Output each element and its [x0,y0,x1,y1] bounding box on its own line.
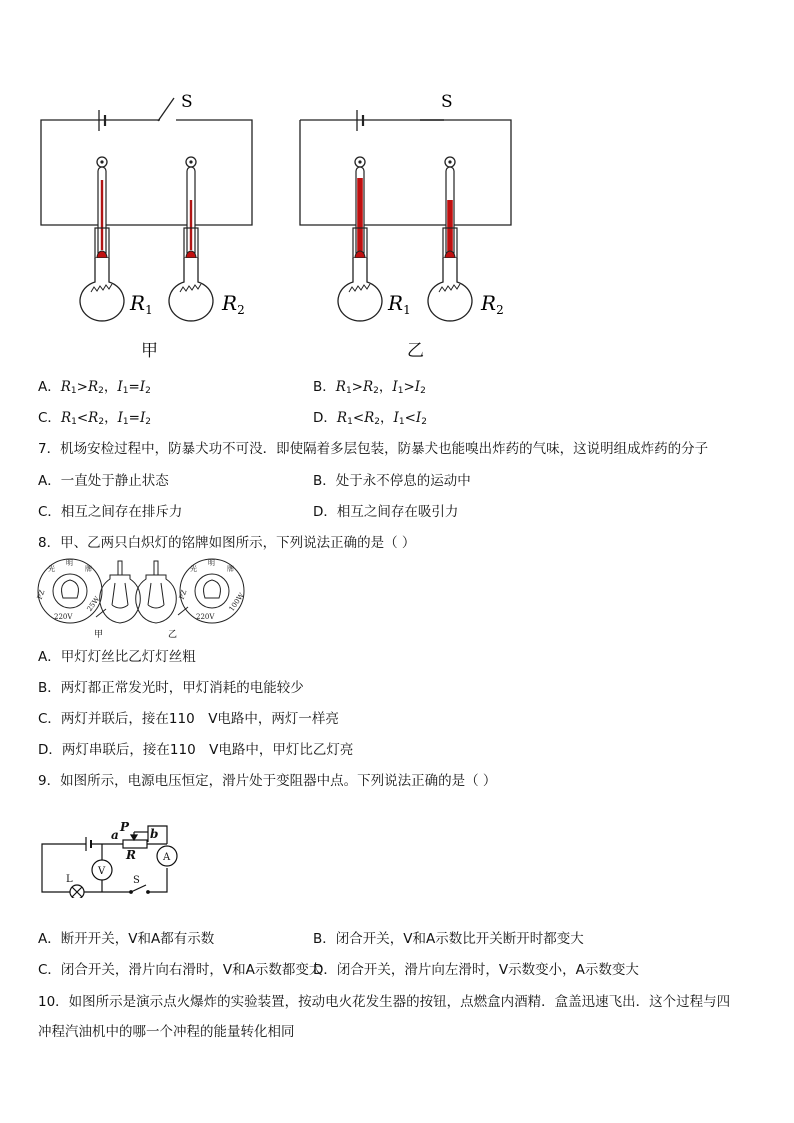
q9-option-c: C．闭合开关，滑片向右滑时，V和A示数都变大 [38,962,323,978]
svg-text:光: 光 [48,565,55,573]
q7-option-a: A．一直处于静止状态 [38,473,169,489]
svg-text:明: 明 [66,559,73,567]
q10-stem-line2: 冲程汽油机中的哪一个冲程的能量转化相同 [38,1024,295,1040]
fig6-label-left: 甲 [141,341,158,361]
q7-option-c: C．相互之间存在排斥力 [38,504,183,520]
q9-switch [131,885,146,892]
svg-text:明: 明 [208,559,215,567]
q7-option-d: D．相互之间存在吸引力 [313,504,459,520]
svg-text:R: R [126,848,136,862]
nameplate-right-inner [195,574,229,608]
svg-text:P: P [120,820,130,834]
q8-label-right: 乙 [168,630,178,640]
svg-text:220V: 220V [196,613,215,621]
thermometer-left-r1 [80,157,124,321]
q8-option-d: D．两灯串联后，接在110 V电路中，甲灯比乙灯亮 [38,742,354,758]
q10-stem-line1: 10．如图所示是演示点火爆炸的实验装置，按动电火花发生器的按钮，点燃盒内酒精．盒盖迅速飞出．这个过程与四 [38,994,731,1010]
q6-option-a: A．$R_1>R_2$，$I_1=I_2$ [38,379,151,396]
left-r2-label: $R_2$ [222,291,245,317]
svg-text:PZ: PZ [177,588,189,601]
bulb-right [136,561,177,623]
right-circuit-wire [300,120,511,225]
fig6-label-right: 乙 [407,341,424,361]
q8-option-c: C．两灯并联后，接在110 V电路中，两灯一样亮 [38,711,339,727]
q7-stem: 7．机场安检过程中，防暴犬功不可没．即使隔着多层包装，防暴犬也能嗅出炸药的气味，这说明组成炸药的分子 [38,441,709,457]
svg-text:L: L [66,874,73,885]
svg-text:100W: 100W [227,591,246,613]
thermometer-left-r2 [169,157,213,321]
svg-text:25W: 25W [85,595,102,613]
q6-option-c: C．$R_1<R_2$，$I_1=I_2$ [38,410,152,427]
left-switch-blade [158,98,174,121]
q9-option-a: A．断开开关，V和A都有示数 [38,931,215,947]
q8-stem: 8．甲、乙两只白炽灯的铭牌如图所示，下列说法正确的是（ ） [38,535,416,551]
q9-option-b: B．闭合开关，V和A示数比开关断开时都变大 [313,931,584,947]
thermometer-right-r2 [428,157,472,321]
right-switch-label: S [441,92,453,112]
q8-option-a: A．甲灯灯丝比乙灯灯丝粗 [38,649,196,665]
left-circuit-wire [41,120,252,225]
right-r2-label: $R_2$ [481,291,504,317]
left-r1-label: $R_1$ [130,291,153,317]
q9-option-d: D．闭合开关，滑片向左滑时，V示数变小，A示数变大 [313,962,639,978]
right-r1-label: $R_1$ [388,291,411,317]
q9-rheostat [123,840,147,848]
nameplate-left-inner [53,574,87,608]
q6-option-b: B．$R_1>R_2$，$I_1>I_2$ [313,379,426,396]
svg-text:S: S [133,875,140,886]
left-switch-label: S [181,92,193,112]
q6-figure [0,0,794,330]
bulb-left [100,561,141,623]
svg-text:PZ: PZ [35,588,47,601]
svg-text:b: b [150,827,159,841]
q8-option-b: B．两灯都正常发光时，甲灯消耗的电能较少 [38,680,304,696]
svg-text:牌: 牌 [85,565,92,573]
q9-circuit-figure [36,820,186,898]
svg-text:牌: 牌 [227,565,234,573]
svg-text:220V: 220V [54,613,73,621]
svg-text:A: A [163,852,171,863]
svg-text:光: 光 [190,565,197,573]
q8-figure [30,553,250,641]
q7-option-b: B．处于永不停息的运动中 [313,473,471,489]
q9-stem: 9．如图所示，电源电压恒定，滑片处于变阻器中点。下列说法正确的是（ ） [38,773,497,789]
svg-text:V: V [98,866,106,877]
q6-option-d: D．$R_1<R_2$，$I_1<I_2$ [313,410,427,427]
svg-text:a: a [111,828,119,842]
q8-label-left: 甲 [94,630,104,640]
thermometer-right-r1 [338,157,382,321]
